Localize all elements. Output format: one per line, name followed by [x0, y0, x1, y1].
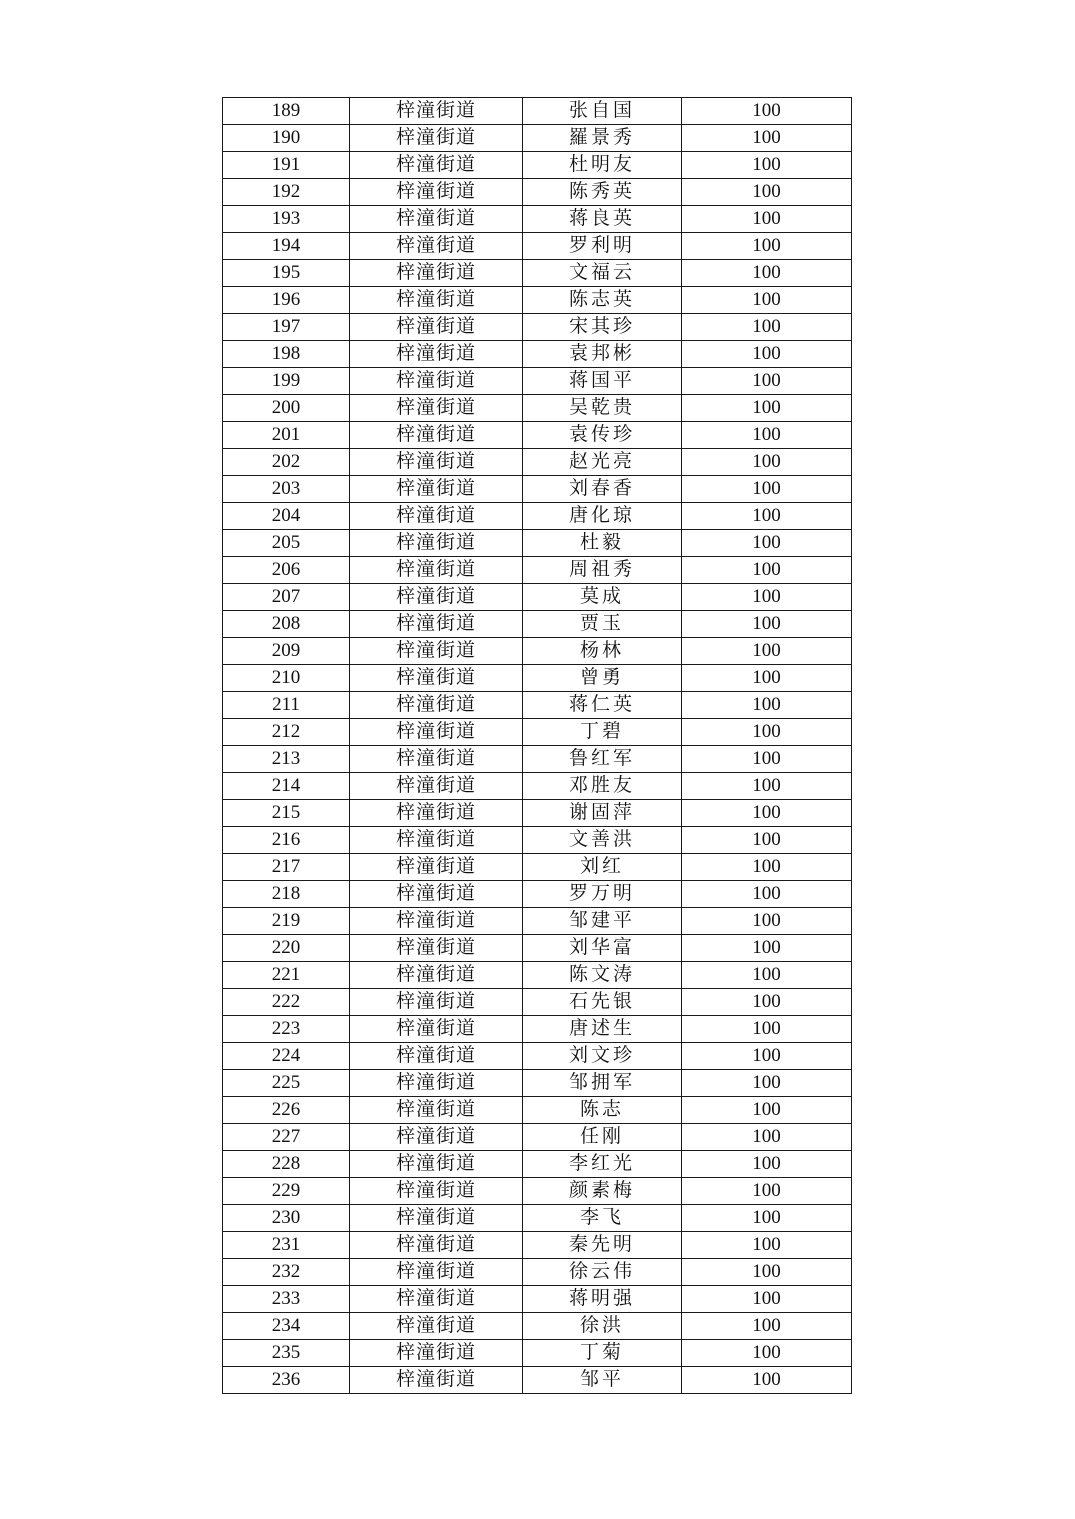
- amount-cell: 100: [682, 1151, 852, 1178]
- table-row: [223, 1151, 852, 1178]
- street-cell: 梓潼街道: [350, 989, 523, 1016]
- amount-cell: 100: [682, 1340, 852, 1367]
- row-number-cell: 217: [223, 854, 350, 881]
- table-row: [223, 341, 852, 368]
- amount-cell: 100: [682, 503, 852, 530]
- row-number-cell: 211: [223, 692, 350, 719]
- amount-cell: 100: [682, 584, 852, 611]
- row-number-cell: 218: [223, 881, 350, 908]
- row-number-cell: 194: [223, 233, 350, 260]
- amount-cell: 100: [682, 1016, 852, 1043]
- row-number-cell: 222: [223, 989, 350, 1016]
- amount-cell: 100: [682, 341, 852, 368]
- amount-cell: 100: [682, 827, 852, 854]
- table-row: [223, 233, 852, 260]
- street-cell: 梓潼街道: [350, 152, 523, 179]
- table-row: [223, 503, 852, 530]
- person-name-cell: 鲁红军: [523, 746, 682, 773]
- person-name-cell: 宋其珍: [523, 314, 682, 341]
- person-name-cell: 秦先明: [523, 1232, 682, 1259]
- table-row: [223, 260, 852, 287]
- row-number-cell: 231: [223, 1232, 350, 1259]
- table-row: [223, 908, 852, 935]
- amount-cell: 100: [682, 206, 852, 233]
- table-row: [223, 827, 852, 854]
- street-cell: 梓潼街道: [350, 854, 523, 881]
- street-cell: 梓潼街道: [350, 827, 523, 854]
- row-number-cell: 225: [223, 1070, 350, 1097]
- row-number-cell: 200: [223, 395, 350, 422]
- row-number-cell: 192: [223, 179, 350, 206]
- person-name-cell: 石先银: [523, 989, 682, 1016]
- amount-cell: 100: [682, 530, 852, 557]
- table-row: [223, 314, 852, 341]
- amount-cell: 100: [682, 746, 852, 773]
- roster-table: [222, 97, 852, 1394]
- person-name-cell: 蒋仁英: [523, 692, 682, 719]
- row-number-cell: 189: [223, 98, 350, 125]
- amount-cell: 100: [682, 665, 852, 692]
- amount-cell: 100: [682, 125, 852, 152]
- amount-cell: 100: [682, 98, 852, 125]
- person-name-cell: 吴乾贵: [523, 395, 682, 422]
- row-number-cell: 202: [223, 449, 350, 476]
- street-cell: 梓潼街道: [350, 125, 523, 152]
- person-name-cell: 陈秀英: [523, 179, 682, 206]
- table-row: [223, 557, 852, 584]
- street-cell: 梓潼街道: [350, 908, 523, 935]
- row-number-cell: 199: [223, 368, 350, 395]
- street-cell: 梓潼街道: [350, 503, 523, 530]
- row-number-cell: 206: [223, 557, 350, 584]
- table-row: [223, 692, 852, 719]
- amount-cell: 100: [682, 233, 852, 260]
- row-number-cell: 193: [223, 206, 350, 233]
- table-row: [223, 368, 852, 395]
- person-name-cell: 李红光: [523, 1151, 682, 1178]
- table-row: [223, 1232, 852, 1259]
- table-row: [223, 422, 852, 449]
- street-cell: 梓潼街道: [350, 665, 523, 692]
- row-number-cell: 220: [223, 935, 350, 962]
- row-number-cell: 191: [223, 152, 350, 179]
- amount-cell: 100: [682, 476, 852, 503]
- table-row: [223, 881, 852, 908]
- row-number-cell: 203: [223, 476, 350, 503]
- row-number-cell: 190: [223, 125, 350, 152]
- street-cell: 梓潼街道: [350, 935, 523, 962]
- street-cell: 梓潼街道: [350, 1070, 523, 1097]
- table-row: [223, 530, 852, 557]
- row-number-cell: 235: [223, 1340, 350, 1367]
- person-name-cell: 陈志英: [523, 287, 682, 314]
- row-number-cell: 204: [223, 503, 350, 530]
- table-row: [223, 665, 852, 692]
- street-cell: 梓潼街道: [350, 1340, 523, 1367]
- street-cell: 梓潼街道: [350, 1097, 523, 1124]
- street-cell: 梓潼街道: [350, 368, 523, 395]
- row-number-cell: 208: [223, 611, 350, 638]
- table-row: [223, 125, 852, 152]
- row-number-cell: 210: [223, 665, 350, 692]
- street-cell: 梓潼街道: [350, 179, 523, 206]
- table-row: [223, 638, 852, 665]
- amount-cell: 100: [682, 1070, 852, 1097]
- row-number-cell: 197: [223, 314, 350, 341]
- person-name-cell: 刘华富: [523, 935, 682, 962]
- street-cell: 梓潼街道: [350, 1313, 523, 1340]
- street-cell: 梓潼街道: [350, 719, 523, 746]
- amount-cell: 100: [682, 395, 852, 422]
- street-cell: 梓潼街道: [350, 449, 523, 476]
- person-name-cell: 蒋明强: [523, 1286, 682, 1313]
- street-cell: 梓潼街道: [350, 476, 523, 503]
- person-name-cell: 刘红: [523, 854, 682, 881]
- table-row: [223, 1043, 852, 1070]
- street-cell: 梓潼街道: [350, 1124, 523, 1151]
- amount-cell: 100: [682, 179, 852, 206]
- street-cell: 梓潼街道: [350, 314, 523, 341]
- street-cell: 梓潼街道: [350, 395, 523, 422]
- person-name-cell: 颜素梅: [523, 1178, 682, 1205]
- table-row: [223, 206, 852, 233]
- table-row: [223, 1340, 852, 1367]
- person-name-cell: 杜明友: [523, 152, 682, 179]
- table-row: [223, 1016, 852, 1043]
- person-name-cell: 袁传珍: [523, 422, 682, 449]
- street-cell: 梓潼街道: [350, 1205, 523, 1232]
- street-cell: 梓潼街道: [350, 1286, 523, 1313]
- table-row: [223, 395, 852, 422]
- table-row: [223, 719, 852, 746]
- amount-cell: 100: [682, 611, 852, 638]
- person-name-cell: 杨林: [523, 638, 682, 665]
- person-name-cell: 羅景秀: [523, 125, 682, 152]
- roster-table-body: [223, 98, 852, 1394]
- person-name-cell: 徐洪: [523, 1313, 682, 1340]
- street-cell: 梓潼街道: [350, 233, 523, 260]
- amount-cell: 100: [682, 314, 852, 341]
- row-number-cell: 229: [223, 1178, 350, 1205]
- amount-cell: 100: [682, 854, 852, 881]
- person-name-cell: 唐述生: [523, 1016, 682, 1043]
- person-name-cell: 莫成: [523, 584, 682, 611]
- table-row: [223, 1286, 852, 1313]
- person-name-cell: 丁碧: [523, 719, 682, 746]
- table-row: [223, 1205, 852, 1232]
- street-cell: 梓潼街道: [350, 98, 523, 125]
- table-row: [223, 476, 852, 503]
- street-cell: 梓潼街道: [350, 746, 523, 773]
- person-name-cell: 邓胜友: [523, 773, 682, 800]
- street-cell: 梓潼街道: [350, 1232, 523, 1259]
- person-name-cell: 李飞: [523, 1205, 682, 1232]
- street-cell: 梓潼街道: [350, 1367, 523, 1394]
- person-name-cell: 蒋良英: [523, 206, 682, 233]
- table-row: [223, 98, 852, 125]
- street-cell: 梓潼街道: [350, 557, 523, 584]
- row-number-cell: 230: [223, 1205, 350, 1232]
- row-number-cell: 228: [223, 1151, 350, 1178]
- person-name-cell: 罗利明: [523, 233, 682, 260]
- table-row: [223, 1259, 852, 1286]
- amount-cell: 100: [682, 692, 852, 719]
- table-row: [223, 1313, 852, 1340]
- amount-cell: 100: [682, 1178, 852, 1205]
- amount-cell: 100: [682, 260, 852, 287]
- row-number-cell: 233: [223, 1286, 350, 1313]
- amount-cell: 100: [682, 449, 852, 476]
- person-name-cell: 曾勇: [523, 665, 682, 692]
- street-cell: 梓潼街道: [350, 800, 523, 827]
- amount-cell: 100: [682, 719, 852, 746]
- street-cell: 梓潼街道: [350, 206, 523, 233]
- person-name-cell: 陈文涛: [523, 962, 682, 989]
- row-number-cell: 219: [223, 908, 350, 935]
- table-row: [223, 1124, 852, 1151]
- row-number-cell: 207: [223, 584, 350, 611]
- amount-cell: 100: [682, 800, 852, 827]
- street-cell: 梓潼街道: [350, 1151, 523, 1178]
- person-name-cell: 陈志: [523, 1097, 682, 1124]
- table-row: [223, 773, 852, 800]
- amount-cell: 100: [682, 1124, 852, 1151]
- person-name-cell: 杜毅: [523, 530, 682, 557]
- row-number-cell: 215: [223, 800, 350, 827]
- amount-cell: 100: [682, 1286, 852, 1313]
- street-cell: 梓潼街道: [350, 1016, 523, 1043]
- table-row: [223, 935, 852, 962]
- person-name-cell: 袁邦彬: [523, 341, 682, 368]
- row-number-cell: 224: [223, 1043, 350, 1070]
- amount-cell: 100: [682, 638, 852, 665]
- person-name-cell: 邹拥军: [523, 1070, 682, 1097]
- person-name-cell: 邹建平: [523, 908, 682, 935]
- row-number-cell: 221: [223, 962, 350, 989]
- row-number-cell: 214: [223, 773, 350, 800]
- person-name-cell: 刘春香: [523, 476, 682, 503]
- row-number-cell: 216: [223, 827, 350, 854]
- row-number-cell: 196: [223, 287, 350, 314]
- row-number-cell: 232: [223, 1259, 350, 1286]
- street-cell: 梓潼街道: [350, 341, 523, 368]
- person-name-cell: 文福云: [523, 260, 682, 287]
- table-row: [223, 1097, 852, 1124]
- amount-cell: 100: [682, 935, 852, 962]
- person-name-cell: 徐云伟: [523, 1259, 682, 1286]
- table-row: [223, 1070, 852, 1097]
- street-cell: 梓潼街道: [350, 773, 523, 800]
- person-name-cell: 唐化琼: [523, 503, 682, 530]
- street-cell: 梓潼街道: [350, 692, 523, 719]
- person-name-cell: 张自国: [523, 98, 682, 125]
- row-number-cell: 195: [223, 260, 350, 287]
- amount-cell: 100: [682, 1097, 852, 1124]
- table-row: [223, 800, 852, 827]
- table-row: [223, 611, 852, 638]
- table-row: [223, 854, 852, 881]
- person-name-cell: 文善洪: [523, 827, 682, 854]
- row-number-cell: 234: [223, 1313, 350, 1340]
- row-number-cell: 198: [223, 341, 350, 368]
- amount-cell: 100: [682, 773, 852, 800]
- row-number-cell: 226: [223, 1097, 350, 1124]
- amount-cell: 100: [682, 557, 852, 584]
- street-cell: 梓潼街道: [350, 530, 523, 557]
- person-name-cell: 周祖秀: [523, 557, 682, 584]
- row-number-cell: 213: [223, 746, 350, 773]
- row-number-cell: 236: [223, 1367, 350, 1394]
- row-number-cell: 227: [223, 1124, 350, 1151]
- amount-cell: 100: [682, 908, 852, 935]
- amount-cell: 100: [682, 1367, 852, 1394]
- row-number-cell: 205: [223, 530, 350, 557]
- table-row: [223, 1178, 852, 1205]
- amount-cell: 100: [682, 962, 852, 989]
- person-name-cell: 丁菊: [523, 1340, 682, 1367]
- person-name-cell: 贾玉: [523, 611, 682, 638]
- amount-cell: 100: [682, 1043, 852, 1070]
- street-cell: 梓潼街道: [350, 1043, 523, 1070]
- person-name-cell: 谢固萍: [523, 800, 682, 827]
- amount-cell: 100: [682, 989, 852, 1016]
- table-row: [223, 179, 852, 206]
- street-cell: 梓潼街道: [350, 260, 523, 287]
- street-cell: 梓潼街道: [350, 962, 523, 989]
- amount-cell: 100: [682, 1259, 852, 1286]
- amount-cell: 100: [682, 422, 852, 449]
- row-number-cell: 209: [223, 638, 350, 665]
- table-row: [223, 449, 852, 476]
- table-row: [223, 152, 852, 179]
- amount-cell: 100: [682, 287, 852, 314]
- table-row: [223, 989, 852, 1016]
- person-name-cell: 邹平: [523, 1367, 682, 1394]
- street-cell: 梓潼街道: [350, 638, 523, 665]
- person-name-cell: 任刚: [523, 1124, 682, 1151]
- street-cell: 梓潼街道: [350, 1178, 523, 1205]
- row-number-cell: 223: [223, 1016, 350, 1043]
- amount-cell: 100: [682, 1205, 852, 1232]
- amount-cell: 100: [682, 152, 852, 179]
- person-name-cell: 蒋国平: [523, 368, 682, 395]
- amount-cell: 100: [682, 1313, 852, 1340]
- person-name-cell: 刘文珍: [523, 1043, 682, 1070]
- table-row: [223, 746, 852, 773]
- row-number-cell: 212: [223, 719, 350, 746]
- table-row: [223, 584, 852, 611]
- street-cell: 梓潼街道: [350, 584, 523, 611]
- table-row: [223, 962, 852, 989]
- row-number-cell: 201: [223, 422, 350, 449]
- street-cell: 梓潼街道: [350, 287, 523, 314]
- amount-cell: 100: [682, 368, 852, 395]
- amount-cell: 100: [682, 1232, 852, 1259]
- street-cell: 梓潼街道: [350, 611, 523, 638]
- table-row: [223, 287, 852, 314]
- table-row: [223, 1367, 852, 1394]
- person-name-cell: 赵光亮: [523, 449, 682, 476]
- street-cell: 梓潼街道: [350, 881, 523, 908]
- person-name-cell: 罗万明: [523, 881, 682, 908]
- amount-cell: 100: [682, 881, 852, 908]
- street-cell: 梓潼街道: [350, 422, 523, 449]
- street-cell: 梓潼街道: [350, 1259, 523, 1286]
